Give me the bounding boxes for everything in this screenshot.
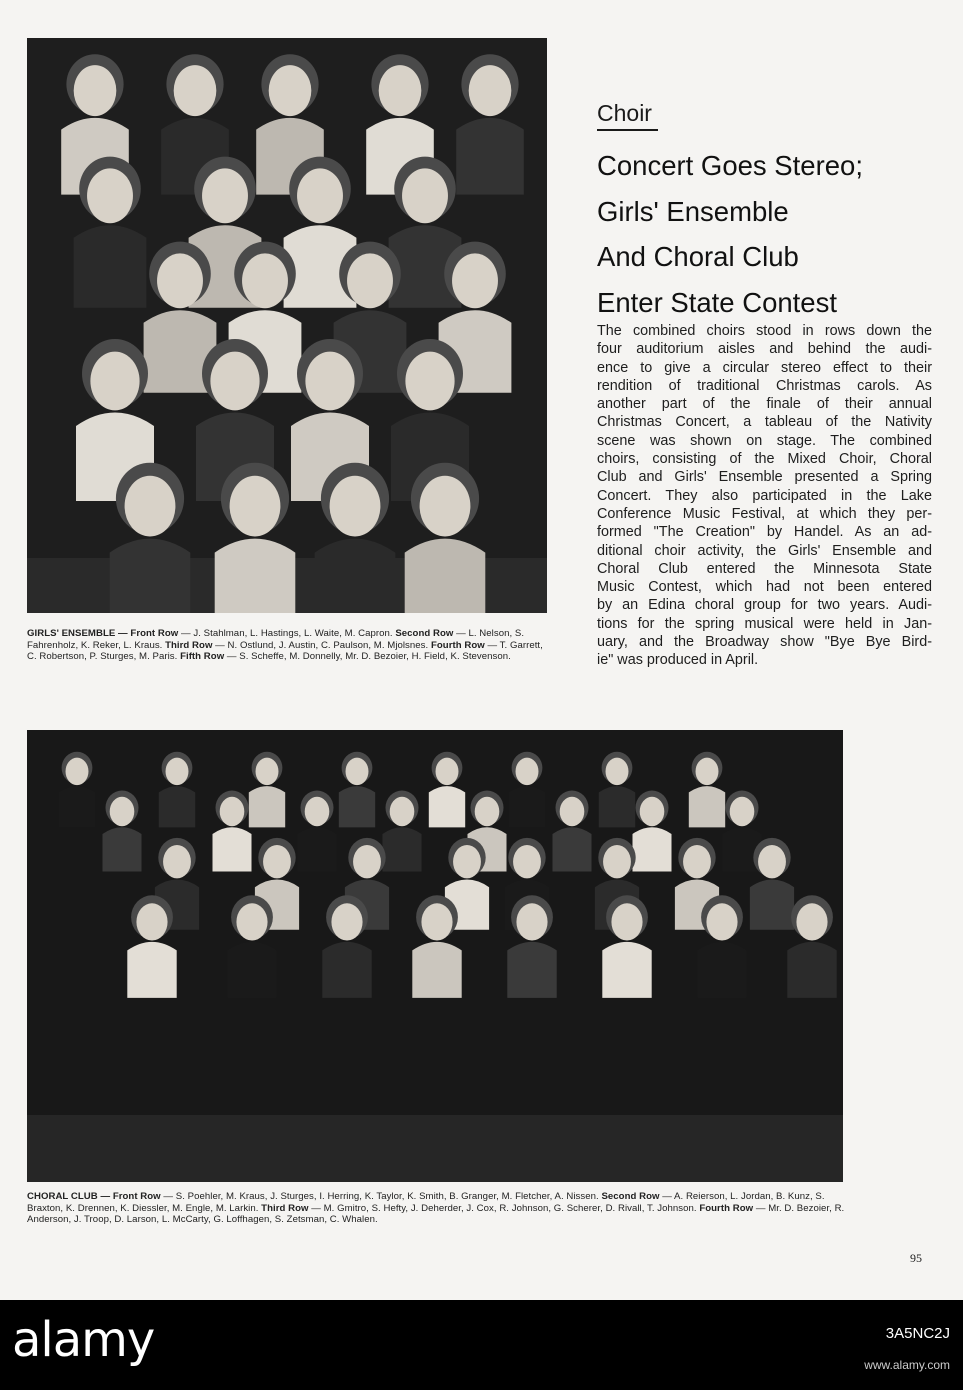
person-face [87,168,133,223]
body-line: formed "The Creation" by Handel. As an ad- [597,524,932,541]
watermark-url: www.alamy.com [864,1358,950,1372]
body-line: by an Edina choral group for two years. Audi- [597,597,932,614]
person-silhouette [59,786,95,827]
body-line: Club and Girls' Ensemble presented a Spring [597,469,932,486]
person-silhouette [507,942,556,998]
body-line: another part of the finale of their annual [597,396,932,413]
article-body [597,322,932,670]
body-line: ie" was produced in April. [597,652,759,669]
girls-ensemble-caption [27,628,547,663]
person-face [402,168,448,223]
body-line: ence to give a circular stereo effect to their [597,359,932,376]
person-face [513,845,541,878]
person-silhouette [456,118,524,195]
person-silhouette [298,827,337,871]
body-line: Choral Club entered the Minnesota State [597,560,932,577]
person-face [420,476,471,537]
person-face [305,352,354,411]
person-face [174,65,217,116]
caption-row-label: Second Row [601,1191,660,1202]
person-face [560,797,585,826]
person-face [475,797,500,826]
person-silhouette [412,942,461,998]
person-face [436,758,459,785]
person-face [683,845,711,878]
person-face [516,758,539,785]
person-face [230,476,281,537]
person-face [730,797,755,826]
person-face [453,845,481,878]
person-face [256,758,279,785]
caption-row-names: — L. Nelson, S. Fahrenholz, K. Reker, L. Kraus. [27,628,525,651]
person-face [163,845,191,878]
person-face [330,476,381,537]
person-silhouette [509,786,545,827]
person-face [796,903,827,940]
person-face [110,797,135,826]
person-silhouette [697,942,746,998]
girls-ensemble-photo [27,38,547,613]
section-label: Choir [597,100,652,126]
person-silhouette [159,786,195,827]
body-line: four auditorium aisles and behind the audi- [597,341,932,358]
body-line: tions for the spring musical were held in Jan- [597,615,932,632]
caption-group-name: GIRLS' ENSEMBLE — [27,628,131,639]
caption-row-names: — A. Reierson, L. Jordan, B. Kunz, S. Braxton, K. Drennen, K. Diessler, M. Engle, M. Larkin. [27,1191,825,1214]
body-line: Music Contest, which had not been entered [597,579,932,596]
person-face [706,903,737,940]
page-number: 95 [910,1251,922,1265]
caption-row-label: Third Row [165,639,213,651]
person-silhouette [750,880,794,930]
caption-row-label: Third Row [261,1202,309,1214]
caption-row-label: Front Row [112,1191,161,1202]
caption-row-label: Fifth Row [180,651,225,663]
person-silhouette [633,827,672,871]
body-line: uary, and the Broadway show "Bye Bye Bird- [597,634,932,651]
person-face [516,903,547,940]
person-silhouette [213,827,252,871]
group-photo-icon [27,38,547,613]
person-face [640,797,665,826]
body-line: rendition of traditional Christmas carols. As [597,377,932,394]
caption-row-names: — M. Gmitro, S. Hefty, J. Deherder, J. Cox, R. Johnson, G. Scherer, D. Rivall, T. Johnson. [308,1202,700,1214]
person-silhouette [74,225,147,308]
caption-row-names: — J. Stahlman, L. Hastings, L. Waite, M. Capron. [178,628,396,639]
person-silhouette [689,786,725,827]
watermark-image-id: 3A5NC2J [885,1325,950,1342]
person-face [331,903,362,940]
person-face [379,65,422,116]
person-silhouette [127,942,176,998]
caption-row-names: — Mr. D. Bezoier, R. Anderson, J. Troop, D. Larson, L. McCarty, G. Loffhagen, S. Zetsman, C. Whalen. [27,1202,845,1226]
caption-row-label: Fourth Row [430,639,485,651]
person-face [166,758,189,785]
person-face [220,797,245,826]
person-face [390,797,415,826]
person-silhouette [787,942,836,998]
person-face [611,903,642,940]
caption-row-label: Front Row [130,628,179,639]
caption-row-names: — S. Scheffe, M. Donnelly, Mr. D. Bezoier, H. Field, K. Stevenson. [224,651,511,663]
person-face [242,253,288,308]
caption-group-name: CHORAL CLUB — [27,1191,113,1202]
person-face [136,903,167,940]
person-face [263,845,291,878]
person-silhouette [103,827,142,871]
headline-line: Girls' Ensemble [597,195,789,227]
headline-line: Enter State Contest [597,286,837,318]
body-line: choirs, consisting of the Mixed Choir, Choral [597,451,932,468]
person-face [74,65,117,116]
person-face [66,758,89,785]
person-face [125,476,176,537]
body-line: Christmas Concert, a tableau of the Nativity [597,414,932,431]
person-face [346,758,369,785]
choral-club-photo [27,730,843,1182]
person-face [347,253,393,308]
person-face [696,758,719,785]
person-silhouette [110,539,191,613]
person-silhouette [227,942,276,998]
person-silhouette [249,786,285,827]
caption-row-label: Fourth Row [699,1202,754,1214]
person-silhouette [405,539,486,613]
body-line: scene was shown on stage. The combined [597,432,932,449]
body-line: The combined choirs stood in rows down the [597,323,932,339]
person-silhouette [599,786,635,827]
person-face [421,903,452,940]
person-face [606,758,629,785]
person-face [405,352,454,411]
person-face [603,845,631,878]
person-face [297,168,343,223]
caption-row-names: — S. Poehler, M. Kraus, J. Sturges, I. Herring, K. Taylor, K. Smith, B. Granger, M. Fletcher, A. Nissen. [160,1191,602,1202]
group-photo-icon [27,730,843,1182]
body-line: Concert. They also participated in the Lake [597,487,932,504]
choral-club-caption [27,1191,857,1226]
watermark-logo: alamy [12,1312,155,1368]
headline [597,143,942,325]
person-face [90,352,139,411]
person-face [236,903,267,940]
person-face [452,253,498,308]
caption-row-names: — T. Garrett, C. Robertson, P. Sturges, M. Paris. [27,639,543,663]
person-face [202,168,248,223]
person-silhouette [383,827,422,871]
person-face [353,845,381,878]
body-line: ditional choir activity, the Girls' Ensemble and [597,542,932,559]
person-face [469,65,512,116]
person-silhouette [429,786,465,827]
person-silhouette [322,942,371,998]
headline-line: Concert Goes Stereo; [597,150,863,181]
person-silhouette [553,827,592,871]
caption-row-label: Second Row [395,628,454,639]
person-face [305,797,330,826]
caption-row-names: — N. Ostlund, J. Austin, C. Paulson, M. Mjolsnes. [212,639,431,651]
section-underline [597,129,658,131]
person-silhouette [215,539,296,613]
person-face [210,352,259,411]
person-silhouette [339,786,375,827]
person-silhouette [602,942,651,998]
person-face [269,65,312,116]
person-face [758,845,786,878]
headline-line: And Choral Club [597,241,799,272]
person-silhouette [315,539,396,613]
person-face [157,253,203,308]
body-line: Conference Music Festival, at which they per- [597,505,932,522]
